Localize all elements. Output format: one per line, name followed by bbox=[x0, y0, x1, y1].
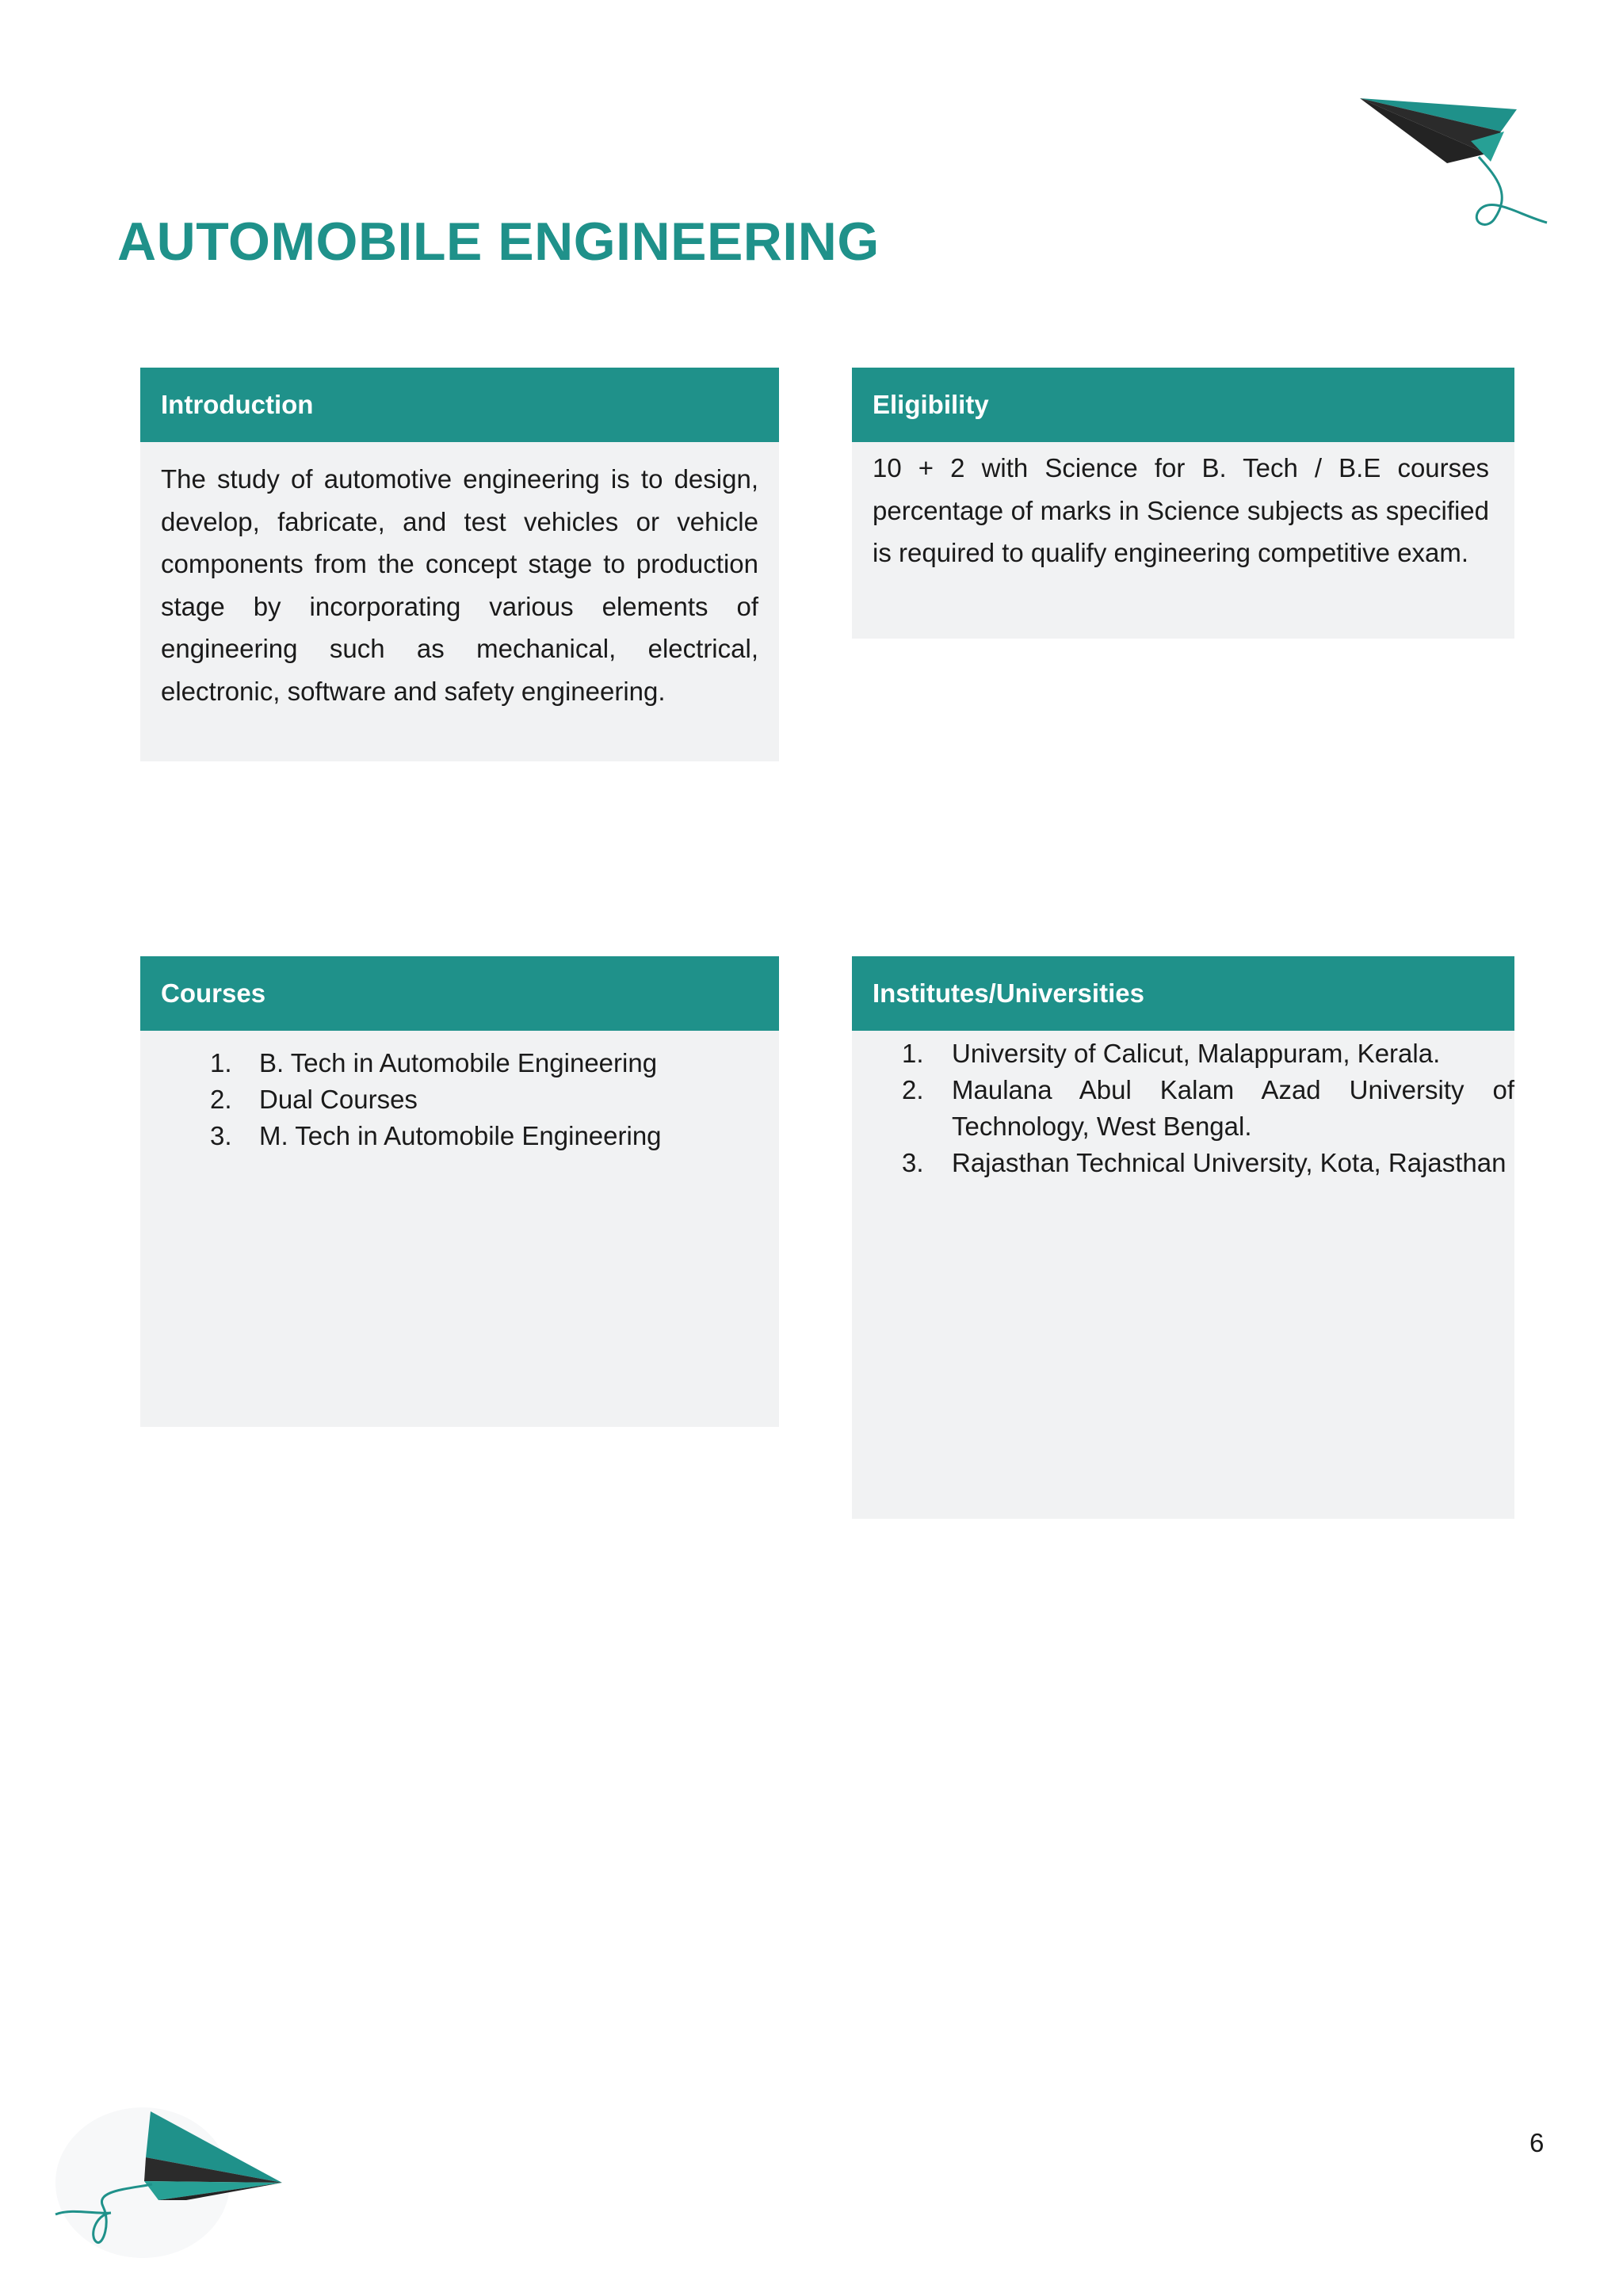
list-item-text: M. Tech in Automobile Engineering bbox=[259, 1121, 662, 1150]
courses-card bbox=[140, 956, 779, 1427]
eligibility-text: 10 + 2 with Science for B. Tech / B.E courses percentage of marks in Science subjects as specified is required to qualify engineering competitive exam. bbox=[873, 453, 1489, 567]
list-item bbox=[140, 1118, 758, 1154]
eligibility-card bbox=[852, 368, 1514, 639]
list-number: 2. bbox=[902, 1075, 924, 1104]
eligibility-heading: Eligibility bbox=[852, 368, 1514, 442]
page-number: 6 bbox=[1529, 2128, 1545, 2157]
paper-plane-icon bbox=[48, 2096, 309, 2262]
institutes-list bbox=[852, 1035, 1514, 1181]
introduction-heading: Introduction bbox=[140, 368, 779, 442]
list-number: 1. bbox=[210, 1048, 232, 1077]
list-item-text: Maulana Abul Kalam Azad University of Technology, West Bengal. bbox=[952, 1075, 1514, 1141]
courses-list bbox=[140, 1045, 758, 1154]
institutes-heading: Institutes/Universities bbox=[852, 956, 1514, 1031]
paper-plane-icon bbox=[1360, 92, 1550, 235]
list-number: 3. bbox=[902, 1148, 924, 1177]
institutes-card bbox=[852, 956, 1514, 1519]
list-number: 2. bbox=[210, 1085, 232, 1114]
list-item bbox=[852, 1072, 1514, 1145]
courses-heading: Courses bbox=[140, 956, 779, 1031]
list-item-text: Dual Courses bbox=[259, 1085, 418, 1114]
list-number: 1. bbox=[902, 1039, 924, 1068]
list-item bbox=[140, 1081, 758, 1118]
list-item-text: University of Calicut, Malappuram, Kerala. bbox=[952, 1039, 1441, 1068]
list-item bbox=[140, 1045, 758, 1081]
introduction-text: The study of automotive engineering is to design, develop, fabricate, and test vehicles or vehicle components from the concept stage to production stage by incorporating various elements of engineering such as mechanical, electrical, electronic, software and safety engineering. bbox=[161, 464, 758, 706]
list-number: 3. bbox=[210, 1121, 232, 1150]
introduction-card bbox=[140, 368, 779, 761]
list-item bbox=[852, 1145, 1514, 1181]
page-title: AUTOMOBILE ENGINEERING bbox=[117, 212, 880, 272]
list-item bbox=[852, 1035, 1514, 1072]
list-item-text: B. Tech in Automobile Engineering bbox=[259, 1048, 658, 1077]
list-item-text: Rajasthan Technical University, Kota, Rajasthan bbox=[952, 1148, 1507, 1177]
